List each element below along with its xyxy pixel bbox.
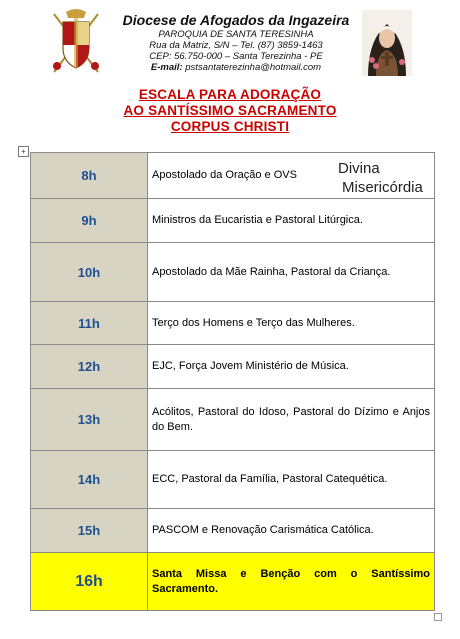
table-resize-handle[interactable] — [434, 613, 442, 621]
title-line-3: CORPUS CHRISTI — [170, 119, 290, 134]
document-titles — [0, 87, 460, 135]
schedule-row — [31, 199, 435, 243]
schedule-groups: ECC, Pastoral da Família, Pastoral Catequética. — [148, 451, 435, 509]
schedule-groups: Apostolado da Oração e OVS — [148, 153, 435, 199]
title-line-1: ESCALA PARA ADORAÇÃO — [138, 87, 322, 102]
schedule-groups: EJC, Força Jovem Ministério de Música. — [148, 345, 435, 389]
schedule-row — [31, 302, 435, 345]
schedule-hour: 16h — [31, 553, 148, 611]
schedule-groups: Santa Missa e Benção com o Santíssimo Sacramento. — [148, 553, 435, 611]
schedule-hour: 10h — [31, 243, 148, 302]
adoration-schedule-table — [30, 152, 435, 611]
handwritten-line-2: Misericórdia — [342, 179, 423, 196]
handwritten-note — [338, 159, 438, 197]
schedule-row — [31, 509, 435, 553]
schedule-row-mass — [31, 553, 435, 611]
table-move-handle-icon[interactable]: + — [18, 146, 29, 157]
schedule-row — [31, 451, 435, 509]
email-label: E-mail: — [150, 62, 183, 73]
handwritten-line-1: Divina — [338, 160, 380, 177]
schedule-hour: 12h — [31, 345, 148, 389]
diocese-coat-of-arms — [48, 8, 104, 78]
schedule-groups: PASCOM e Renovação Carismática Católica. — [148, 509, 435, 553]
schedule-hour: 11h — [31, 302, 148, 345]
schedule-groups: Ministros da Eucaristia e Pastoral Litúrgica. — [148, 199, 435, 243]
schedule-hour: 9h — [31, 199, 148, 243]
parish-email-line — [110, 62, 362, 73]
diocese-name: Diocese de Afogados da Ingazeira — [122, 12, 350, 28]
schedule-row — [31, 389, 435, 451]
schedule-groups: Apostolado da Mãe Rainha, Pastoral da Criança. — [148, 243, 435, 302]
schedule-groups: Terço dos Homens e Terço das Mulheres. — [148, 302, 435, 345]
saint-portrait — [362, 10, 412, 76]
schedule-hour: 15h — [31, 509, 148, 553]
parish-cep: CEP: 56.750-000 – Santa Terezinha - PE — [149, 51, 323, 62]
schedule-row — [31, 345, 435, 389]
schedule-hour: 13h — [31, 389, 148, 451]
schedule-hour: 8h — [31, 153, 148, 199]
parish-address: Rua da Matriz, S/N – Tel. (87) 3859-1463 — [149, 40, 323, 51]
letterhead — [110, 12, 362, 73]
schedule-hour: 14h — [31, 451, 148, 509]
schedule-groups: Acólitos, Pastoral do Idoso, Pastoral do Dízimo e Anjos do Bem. — [148, 389, 435, 451]
schedule-row — [31, 243, 435, 302]
parish-name: PAROQUIA DE SANTA TERESINHA — [158, 29, 314, 40]
email-address: pstsantaterezinha@hotmail.com — [185, 62, 322, 73]
title-line-2: AO SANTÍSSIMO SACRAMENTO — [123, 103, 337, 118]
